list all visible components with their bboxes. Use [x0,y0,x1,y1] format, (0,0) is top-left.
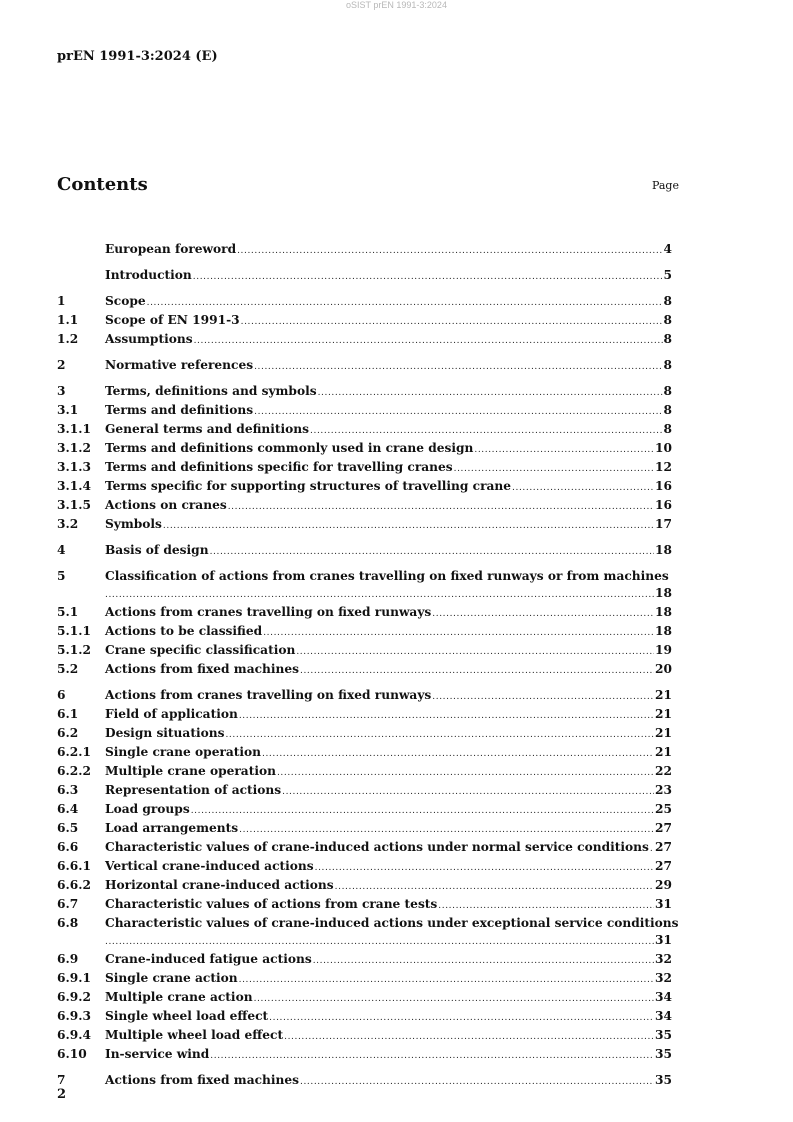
toc-entry-page: 34 [655,1009,672,1023]
toc-entry-title: Single crane operation [105,745,262,759]
toc-entry-title: Actions to be classified [105,624,263,638]
toc-entry-page: 18 [655,605,672,619]
dot-leader [147,295,663,312]
dot-leader [239,708,654,725]
toc-entry[interactable] [57,331,672,350]
dot-leader [650,841,654,858]
toc-entry[interactable] [57,915,679,932]
toc-entry-page: 21 [655,745,672,759]
toc-entry[interactable] [57,1008,672,1027]
toc-entry[interactable] [57,661,672,680]
toc-entry-page: 17 [655,517,672,531]
dot-leader [296,644,654,661]
toc-entry-number: 2 [57,358,66,372]
toc-entry-number: 6.5 [57,821,79,835]
toc-entry-title: Characteristic values of crane-induced actions under exceptional service conditions [105,916,679,930]
toc-entry[interactable] [57,542,672,561]
dot-leader [438,898,654,915]
toc-entry-page: 5 [663,268,672,282]
page-column-label: Page [651,179,679,192]
toc-entry-number: 3 [57,384,66,398]
toc-entry-title: Terms and definitions specific for travelling cranes [105,460,453,474]
toc-entry-page: 22 [655,764,672,778]
toc-entry[interactable] [57,763,672,782]
toc-entry-number: 5.1 [57,605,79,619]
toc-entry-number: 6.9.1 [57,971,91,985]
toc-entry-page: 16 [655,479,672,493]
toc-entry[interactable] [57,877,672,896]
dot-leader [254,359,662,376]
toc-entry[interactable] [57,241,672,260]
toc-entry-title: Load groups [105,802,190,816]
toc-entry-number: 4 [57,543,66,557]
toc-entry-page: 8 [663,403,672,417]
toc-entry[interactable] [57,421,672,440]
toc-entry-page: 18 [655,624,672,638]
toc-entry[interactable] [57,459,672,478]
toc-entry[interactable] [57,267,672,286]
toc-entry-page: 4 [663,242,672,256]
toc-entry[interactable] [57,383,672,402]
toc-entry-number: 6.6.2 [57,878,91,892]
toc-entry-title: Symbols [105,517,162,531]
toc-entry[interactable] [57,989,672,1008]
toc-entry-title: Basis of design [105,543,209,557]
toc-entry-title: Actions from cranes travelling on fixed runways [105,605,432,619]
toc-entry-number: 1 [57,294,66,308]
toc-entry-number: 6.2.2 [57,764,91,778]
toc-entry-number: 6.8 [57,916,79,930]
toc-entry-title: Scope [105,294,146,308]
toc-entry-title: Terms and definitions [105,403,254,417]
dot-leader [300,1074,654,1091]
dot-leader [263,625,654,642]
toc-entry-number: 6.9 [57,952,79,966]
toc-entry[interactable] [57,568,672,585]
toc-entry-number: 6.3 [57,783,79,797]
toc-entry-number: 3.1.5 [57,498,91,512]
toc-entry-number: 3.2 [57,517,79,531]
toc-entry-title: Multiple crane action [105,990,253,1004]
toc-entry-title: In-service wind [105,1047,210,1061]
toc-entry-page: 19 [655,643,672,657]
dot-leader [239,972,654,989]
dot-leader [105,587,655,604]
toc-entry[interactable] [57,1072,672,1091]
toc-entry-page: 18 [655,543,672,557]
toc-entry[interactable] [57,858,672,877]
toc-entry-page: 8 [663,422,672,436]
toc-entry[interactable] [57,440,672,459]
toc-entry-number: 3.1.4 [57,479,91,493]
dot-leader [239,822,654,839]
toc-entry-title: Multiple wheel load effect [105,1028,284,1042]
dot-leader [318,385,663,402]
toc-entry-page: 8 [663,384,672,398]
toc-entry[interactable] [57,516,672,535]
dot-leader [269,1010,654,1027]
toc-entry-title: Representation of actions [105,783,282,797]
toc-entry-page: 27 [655,821,672,835]
toc-entry[interactable] [57,1046,672,1065]
toc-entry-number: 6 [57,688,66,702]
toc-entry-page: 27 [655,840,672,854]
toc-entry-page: 16 [655,498,672,512]
dot-leader [210,1048,654,1065]
page-title: Contents [57,174,148,195]
toc-entry-page: 21 [655,707,672,721]
toc-entry-page: 29 [655,878,672,892]
toc-entry-page: 35 [655,1047,672,1061]
toc-entry[interactable] [57,312,672,331]
toc-entry[interactable] [57,801,672,820]
toc-entry-title: Load arrangements [105,821,239,835]
dot-leader [432,606,654,623]
toc-entry-title: Assumptions [105,332,193,346]
toc-entry-title: Single crane action [105,971,238,985]
toc-entry-title: Characteristic values of actions from crane tests [105,897,438,911]
toc-entry-number: 6.7 [57,897,79,911]
toc-entry[interactable] [57,820,672,839]
dot-leader [432,689,654,706]
toc-entry[interactable] [57,782,672,801]
toc-entry-page: 8 [663,294,672,308]
toc-entry-title: Design situations [105,726,225,740]
toc-entry[interactable] [57,896,672,915]
toc-entry-page: 25 [655,802,672,816]
toc-entry-title: Classification of actions from cranes travelling on fixed runways or from machines [105,569,669,583]
toc-entry-title: Multiple crane operation [105,764,276,778]
dot-leader [191,803,654,820]
toc-entry-number: 3.1.3 [57,460,91,474]
toc-entry-number: 6.9.3 [57,1009,91,1023]
toc-entry[interactable] [57,293,672,312]
toc-entry-title: Actions from fixed machines [105,1073,299,1087]
toc-entry-title: Actions on cranes [105,498,227,512]
toc-entry-number: 3.1.2 [57,441,91,455]
page-number: 2 [57,1087,67,1102]
dot-leader [262,746,654,763]
toc-entry[interactable] [57,1027,672,1046]
toc-entry-continuation [57,932,672,951]
dot-leader [315,860,654,877]
toc-entry-page: 8 [663,332,672,346]
watermark: oSIST prEN 1991-3:2024 [346,0,447,10]
toc-entry-number: 1.2 [57,332,79,346]
toc-entry-number: 5.1.1 [57,624,91,638]
dot-leader [228,499,654,516]
toc-entry-number: 3.1.1 [57,422,91,436]
toc-entry-page: 32 [655,971,672,985]
toc-entry-number: 5 [57,569,66,583]
toc-entry-page: 8 [663,358,672,372]
toc-entry-title: Horizontal crane-induced actions [105,878,334,892]
toc-entry-title: Field of application [105,707,238,721]
toc-entry-number: 6.2 [57,726,79,740]
dot-leader [313,953,654,970]
dot-leader [284,1029,654,1046]
toc-entry-title: Normative references [105,358,254,372]
toc-entry-page: 31 [655,897,672,911]
dot-leader [210,544,654,561]
toc-entry-page: 21 [655,726,672,740]
toc-entry-page: 35 [655,1073,672,1087]
toc-entry[interactable] [57,497,672,516]
toc-entry-title: Introduction [105,268,192,282]
toc-entry-number: 6.2.1 [57,745,91,759]
toc-entry-page: 21 [655,688,672,702]
dot-leader [193,269,663,286]
dot-leader [474,442,654,459]
toc-entry-page: 34 [655,990,672,1004]
toc-entry-continuation [57,585,672,604]
document-id: prEN 1991-3:2024 (E) [57,49,218,64]
toc-entry-page: 20 [655,662,672,676]
toc-entry-number: 6.1 [57,707,79,721]
toc-entry[interactable] [57,706,672,725]
toc-entry[interactable] [57,642,672,661]
toc-entry-page: 27 [655,859,672,873]
toc-entry-title: Crane-induced fatigue actions [105,952,312,966]
dot-leader [254,991,654,1008]
toc-entry[interactable] [57,623,672,642]
toc-entry-title: Actions from cranes travelling on fixed runways [105,688,432,702]
dot-leader [237,243,662,260]
toc-entry-title: Characteristic values of crane-induced actions under normal service conditions [105,840,649,854]
toc-entry[interactable] [57,744,672,763]
toc-entry[interactable] [57,970,672,989]
dot-leader [282,784,654,801]
toc-entry[interactable] [57,604,672,623]
toc-entry-number: 7 [57,1073,66,1087]
toc-entry-page: 23 [655,783,672,797]
toc-entry[interactable] [57,951,672,970]
toc-entry[interactable] [57,725,672,744]
dot-leader [105,934,655,951]
dot-leader [277,765,654,782]
toc-entry-title: Actions from fixed machines [105,662,299,676]
toc-entry-number: 6.10 [57,1047,87,1061]
toc-entry-page: 8 [663,313,672,327]
toc-entry-title: European foreword [105,242,237,256]
toc-entry-title: Vertical crane-induced actions [105,859,314,873]
toc-entry-number: 6.9.2 [57,990,91,1004]
table-of-contents [57,241,679,1091]
toc-entry[interactable] [57,687,672,706]
toc-entry-number: 6.9.4 [57,1028,91,1042]
toc-entry-number: 5.2 [57,662,79,676]
toc-entry-title: Crane specific classification [105,643,296,657]
dot-leader [454,461,654,478]
toc-entry-number: 5.1.2 [57,643,91,657]
dot-leader [241,314,663,331]
toc-entry-title: Single wheel load effect [105,1009,269,1023]
toc-entry-page: 18 [655,586,672,600]
dot-leader [310,423,662,440]
toc-entry-page: 35 [655,1028,672,1042]
toc-entry-title: Terms and definitions commonly used in crane design [105,441,474,455]
dot-leader [512,480,654,497]
dot-leader [163,518,654,535]
dot-leader [300,663,654,680]
toc-entry-number: 1.1 [57,313,79,327]
toc-entry-title: Terms, definitions and symbols [105,384,317,398]
dot-leader [335,879,654,896]
toc-entry-page: 12 [655,460,672,474]
dot-leader [225,727,654,744]
toc-entry-page: 32 [655,952,672,966]
toc-entry[interactable] [57,357,672,376]
toc-entry-title: General terms and definitions [105,422,310,436]
toc-entry-title: Terms specific for supporting structures of travelling crane [105,479,512,493]
toc-entry-number: 3.1 [57,403,79,417]
toc-entry-number: 6.6.1 [57,859,91,873]
toc-entry-title: Scope of EN 1991-3 [105,313,240,327]
dot-leader [194,333,663,350]
toc-entry-page: 10 [655,441,672,455]
toc-entry[interactable] [57,402,672,421]
dot-leader [254,404,662,421]
toc-entry[interactable] [57,839,672,858]
toc-entry-page: 31 [655,933,672,947]
toc-entry[interactable] [57,478,672,497]
toc-entry-number: 6.4 [57,802,79,816]
toc-entry-number: 6.6 [57,840,79,854]
